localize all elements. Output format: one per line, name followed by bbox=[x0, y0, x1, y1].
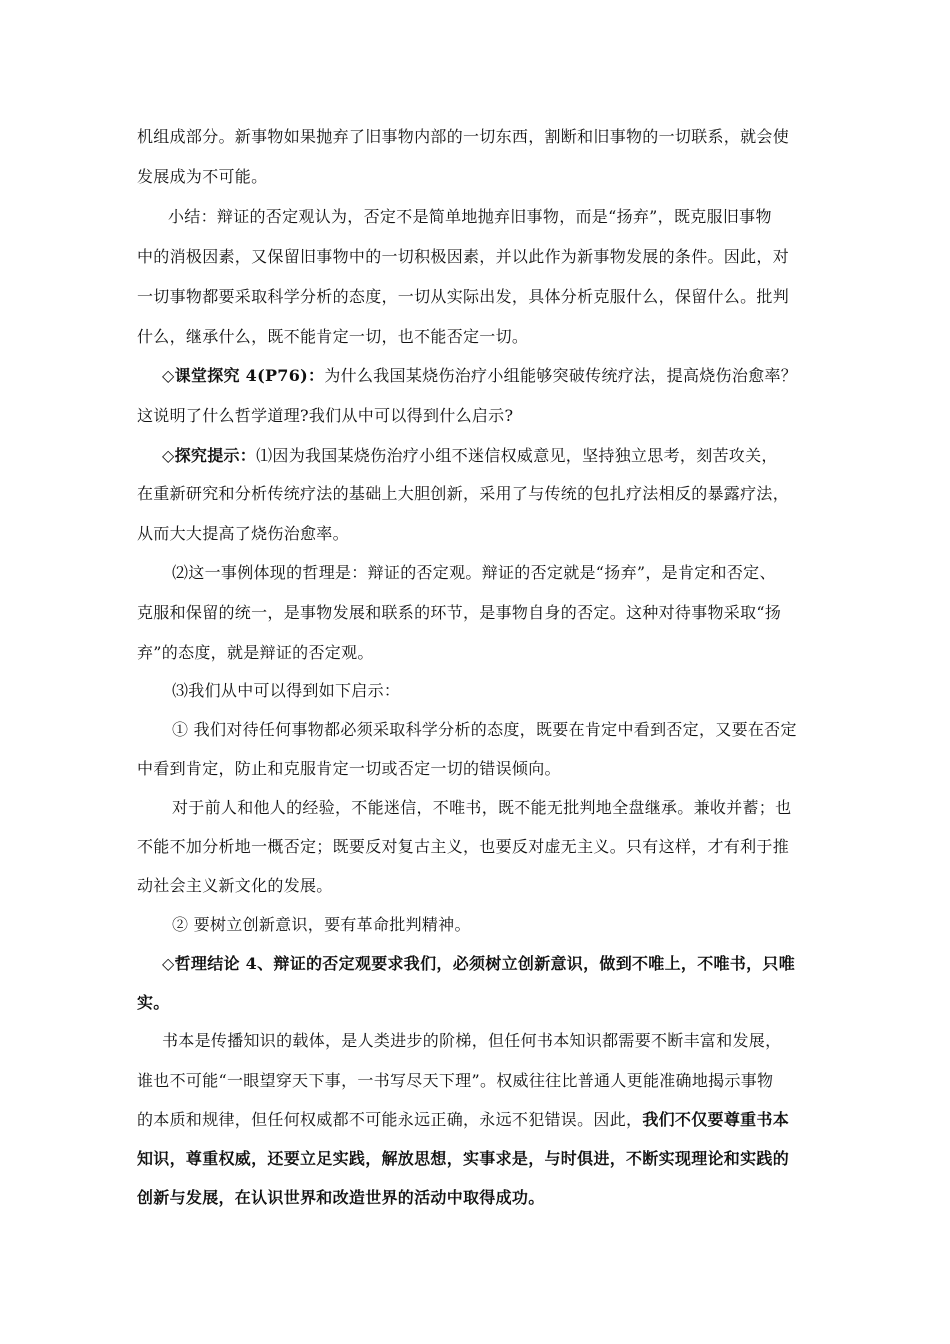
text-normal: 的本质和规律，但任何权威都不可能永远正确，永远不犯错误。因此， bbox=[137, 1110, 643, 1129]
paragraph-line: 谁也不可能“一眼望穿天下事，一书写尽天下理”。权威往往比普通人更能准确地揭示事物 bbox=[137, 1071, 774, 1090]
explore-label: ◇课堂探究 4(P76)： bbox=[162, 366, 325, 385]
paragraph-line: 克服和保留的统一，是事物发展和联系的环节，是事物自身的否定。这种对待事物采取“扬 bbox=[137, 603, 782, 622]
paragraph-line: ② 要树立创新意识，要有革命批判精神。 bbox=[172, 915, 471, 934]
paragraph-line: 机组成部分。新事物如果抛弃了旧事物内部的一切东西，割断和旧事物的一切联系，就会使 bbox=[137, 127, 790, 146]
explore-question-line bbox=[162, 366, 797, 386]
summary-line: 什么，继承什么，既不能肯定一切，也不能否定一切。 bbox=[137, 327, 529, 346]
summary-line: 中的消极因素，又保留旧事物中的一切积极因素，并以此作为新事物发展的条件。因此，对 bbox=[137, 247, 790, 266]
hint-line: 在重新研究和分析传统疗法的基础上大胆创新，采用了与传统的包扎疗法相反的暴露疗法， bbox=[137, 484, 790, 503]
conclusion-line: 实。 bbox=[137, 993, 170, 1012]
hint-line bbox=[162, 446, 778, 466]
hint-label: ◇探究提示： bbox=[162, 446, 257, 465]
paragraph-line: 弃”的态度，就是辩证的否定观。 bbox=[137, 643, 374, 662]
paragraph-line: 知识，尊重权威，还要立足实践，解放思想，实事求是，与时俱进，不断实现理论和实践的 bbox=[137, 1149, 790, 1168]
explore-text: 为什么我国某烧伤治疗小组能够突破传统疗法，提高烧伤治愈率？ bbox=[324, 366, 798, 385]
explore-question-line: 这说明了什么哲学道理?我们从中可以得到什么启示? bbox=[137, 406, 514, 425]
paragraph-line: 对于前人和他人的经验，不能迷信，不唯书，既不能无批判地全盘继承。兼收并蓄；也 bbox=[172, 798, 792, 817]
paragraph-line: 书本是传播知识的载体，是人类进步的阶梯，但任何书本知识都需要不断丰富和发展， bbox=[162, 1031, 782, 1050]
paragraph-line: 不能不加分析地一概否定；既要反对复古主义，也要反对虚无主义。只有这样，才有利于推 bbox=[137, 837, 790, 856]
paragraph-line bbox=[137, 1110, 789, 1130]
paragraph-line: ⑶我们从中可以得到如下启示： bbox=[172, 681, 401, 700]
summary-line: 一切事物都要采取科学分析的态度，一切从实际出发，具体分析克服什么，保留什么。批判 bbox=[137, 287, 790, 306]
paragraph-line: 发展成为不可能。 bbox=[137, 167, 268, 186]
hint-text: ⑴因为我国某烧伤治疗小组不迷信权威意见，坚持独立思考，刻苦攻关， bbox=[256, 446, 778, 465]
paragraph-line: 中看到肯定，防止和克服肯定一切或否定一切的错误倾向。 bbox=[137, 759, 561, 778]
paragraph-line: 创新与发展，在认识世界和改造世界的活动中取得成功。 bbox=[137, 1188, 545, 1207]
paragraph-line: ⑵这一事例体现的哲理是：辩证的否定观。辩证的否定就是“扬弃”，是肯定和否定、 bbox=[172, 563, 776, 582]
paragraph-line: ① 我们对待任何事物都必须采取科学分析的态度，既要在肯定中看到否定，又要在否定 bbox=[172, 720, 797, 739]
paragraph-line: 动社会主义新文化的发展。 bbox=[137, 876, 333, 895]
hint-line: 从而大大提高了烧伤治愈率。 bbox=[137, 524, 349, 543]
text-bold: 我们不仅要尊重书本 bbox=[642, 1110, 790, 1129]
summary-line: 小结：辩证的否定观认为，否定不是简单地抛弃旧事物，而是“扬弃”，既克服旧事物 bbox=[168, 207, 772, 226]
conclusion-line: ◇哲理结论 4、辩证的否定观要求我们，必须树立创新意识，做到不唯上，不唯书，只唯 bbox=[162, 954, 796, 973]
